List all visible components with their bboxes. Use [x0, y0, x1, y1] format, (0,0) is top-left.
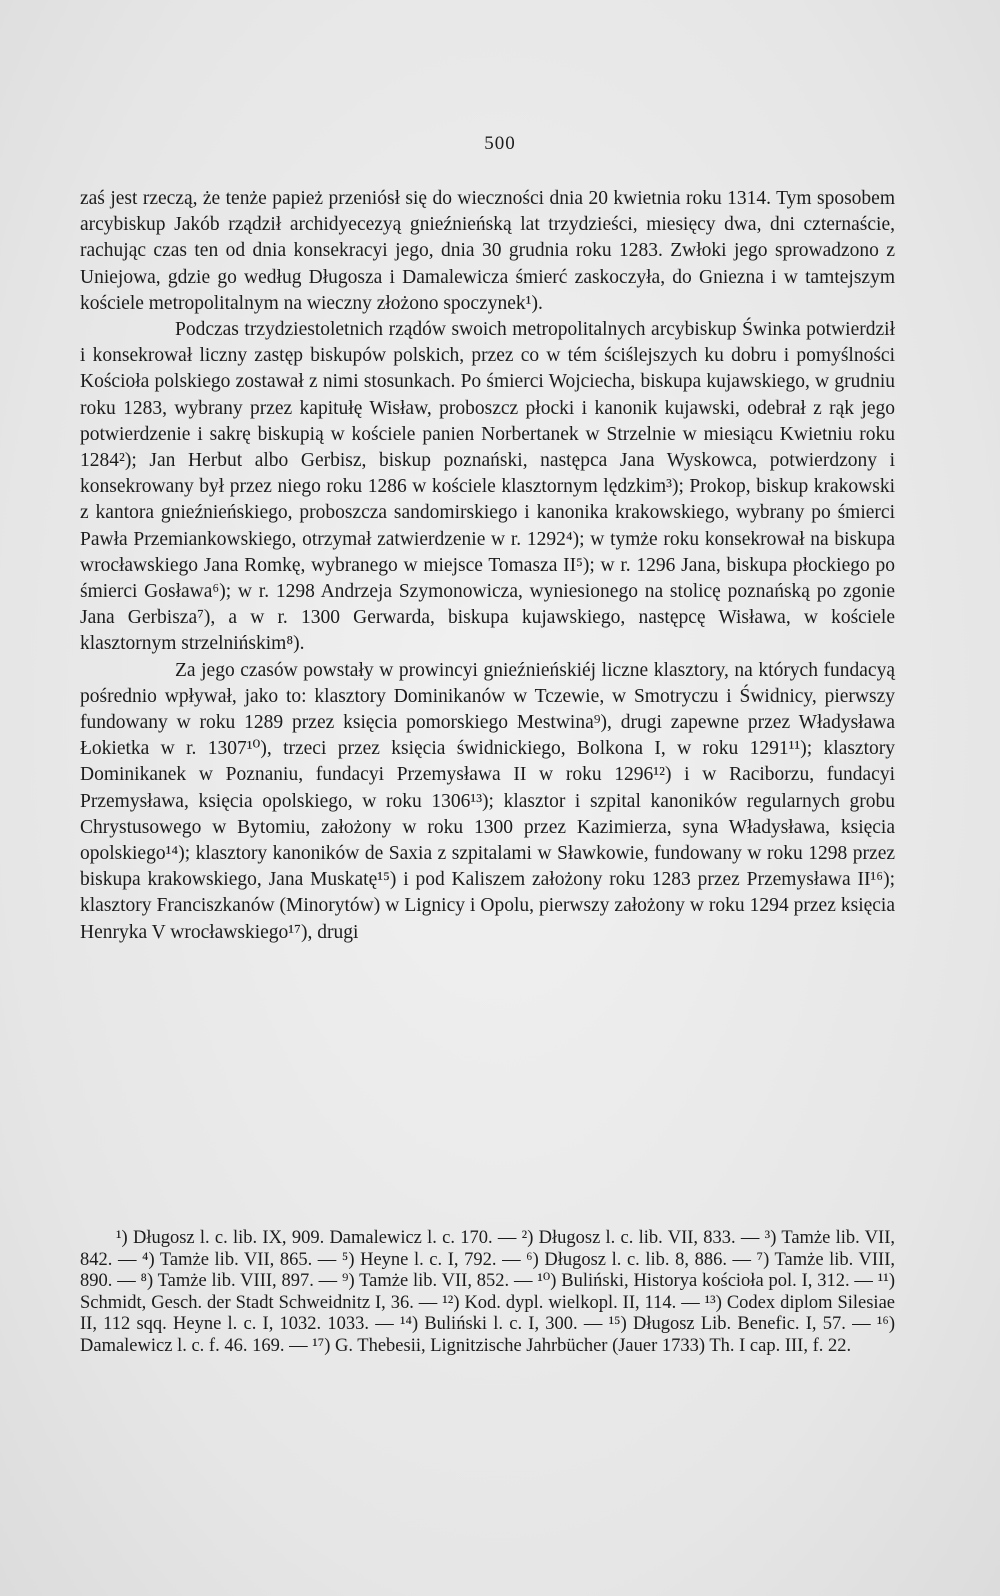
- footnote-block: ¹) Długosz l. c. lib. IX, 909. Damalewicz l. c. 170. — ²) Długosz l. c. lib. VII, 833. — ³) Tamże lib. VII, 842. — ⁴) Tamże lib. VII, 865. — ⁵) Heyne l. c. I, 792. — ⁶) Długosz l. c. lib. 8, 886. — ⁷) Tamże lib. VIII, 890. — ⁸) Tamże lib. VIII, 897. — ⁹) Tamże lib. VII, 852. — ¹⁰) Buliński, Historya kościoła pol. I, 312. — ¹¹) Schmidt, Gesch. der Stadt Schweidnitz I, 36. — ¹²) Kod. dypl. wielkopl. II, 114. — ¹³) Codex diplom Silesiae II, 112 sqq. Heyne l. c. I, 1032. 1033. — ¹⁴) Buliński l. c. I, 300. — ¹⁵) Długosz Lib. Benefic. I, 57. — ¹⁶) Damalewicz l. c. f. 46. 169. — ¹⁷) G. Thebesii, Lignitzische Jahrbücher (Jauer 1733) Th. I cap. III, f. 22.: [80, 1228, 895, 1356]
- paragraph-2: Podczas trzydziestoletnich rządów swoich metropolitalnych arcybiskup Świnka potwierdził i konsekrował liczny zastęp biskupów polskich, przez co w tém ściślejszych ku dobru i pomyślności Kościoła polskiego zostawał z nimi stosunkach. Po śmierci Wojciecha, biskupa kujawskiego, w grudniu roku 1283, wybrany przez kapitułę Wisław, proboszcz płocki i kanonik kujawski, odebrał z rąk jego potwierdzenie i sakrę biskupią w kościele panien Norbertanek w Strzelnie w miesiącu Kwietniu roku 1284²); Jan Herbut albo Gerbisz, biskup poznański, następca Jana Wyskowca, potwierdzony i konsekrowany był przez niego roku 1286 w kościele klasztornym lędzkim³); Prokop, biskup krakowski z kantora gnieźnieńskiego, proboszcza sandomirskiego i kanonika krakowskiego, wybrany po śmierci Pawła Przemiankowskiego, otrzymał zatwierdzenie w r. 1292⁴); w tymże roku konsekrował na biskupa wrocławskiego Jana Romkę, wybranego w miejsce Tomasza II⁵); w r. 1296 Jana, biskupa płockiego po śmierci Gosława⁶); w r. 1298 Andrzeja Szymonowicza, wyniesionego na stolicę poznańską po zgonie Jana Gerbisza⁷), a w r. 1300 Gerwarda, biskupa kujawskiego, następcę Wisława, w kościele klasztornym strzelnińskim⁸).: [80, 319, 895, 655]
- main-text: [80, 186, 895, 946]
- paragraph-3: Za jego czasów powstały w prowincyi gnieźnieńskiéj liczne klasztory, na których fundacyą pośrednio wpływał, jako to: klasztory Dominikanów w Tczewie, w Smotryczu i Świdnicy, pierwszy fundowany w roku 1289 przez księcia pomorskiego Mestwina⁹), drugi zapewne przez Władysława Łokietka w r. 1307¹⁰), trzeci przez księcia świdnickiego, Bolkona I, w roku 1291¹¹); klasztory Dominikanek w Poznaniu, fundacyi Przemysława II w roku 1296¹²) i w Raciborzu, fundacyi Przemysława, księcia opolskiego, w roku 1306¹³); klasztor i szpital kanoników regularnych grobu Chrystusowego w Bytomiu, założony w roku 1300 przez Kazimierza, syna Władysława, księcia opolskiego¹⁴); klasztory kanoników de Saxia z szpitalami w Sławkowie, fundowany w roku 1298 przez biskupa krakowskiego, Jana Muskatę¹⁵) i pod Kaliszem założony roku 1283 przez Przemysława II¹⁶); klasztory Franciszkanów (Minorytów) w Lignicy i Opolu, pierwszy założony w roku 1294 przez księcia Henryka V wrocławskiego¹⁷), drugi: [80, 659, 895, 943]
- paragraph-1: zaś jest rzeczą, że tenże papież przeniósł się do wieczności dnia 20 kwietnia roku 1314. Tym sposobem arcybiskup Jakób rządził archidyecezyą gnieźnieńską lat trzydzieści, miesięcy dwa, dni czternaście, rachując czas ten od dnia konsekracyi jego, dnia 30 grudnia roku 1283. Zwłoki jego sprowadzono z Uniejowa, gdzie go według Długosza i Damalewicza śmierć zaskoczyła, do Gniezna i w tamtejszym kościele metropolitalnym na wieczny złożono spoczynek¹).: [80, 188, 895, 314]
- footnotes: [80, 1228, 895, 1357]
- page-number: 500: [484, 133, 516, 154]
